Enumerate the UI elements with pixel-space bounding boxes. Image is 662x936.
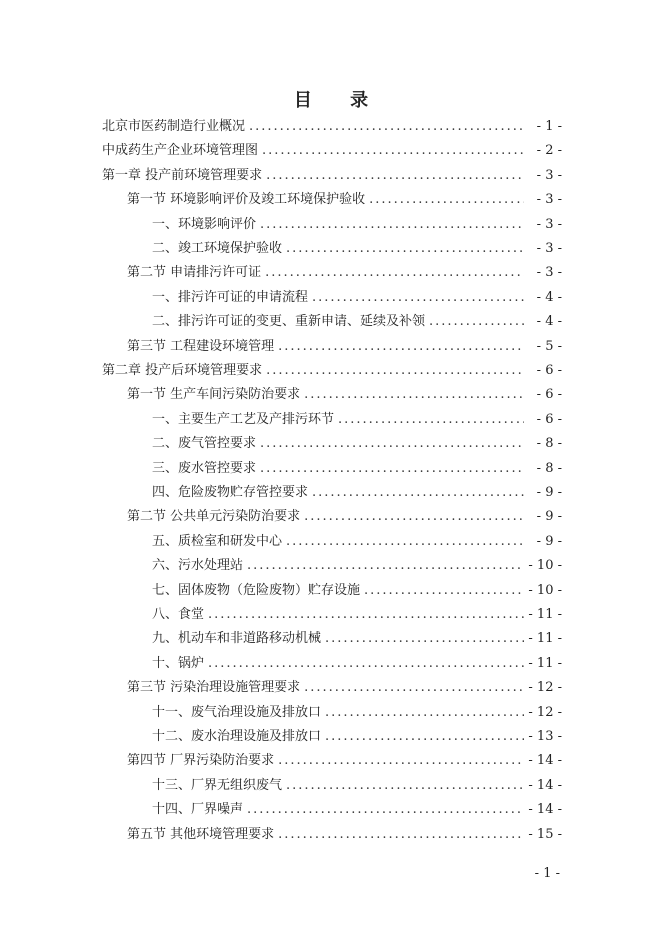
toc-entry[interactable] [102, 166, 562, 186]
dot-leader [260, 434, 524, 454]
dot-leader [429, 312, 524, 332]
toc-entry[interactable] [152, 239, 562, 259]
toc-entry-page: - 8 - [536, 436, 562, 451]
toc-entry-page: - 8 - [536, 461, 562, 476]
toc-entry[interactable] [152, 215, 562, 235]
dot-leader [338, 410, 524, 430]
dot-leader [266, 361, 524, 381]
dot-leader [266, 166, 524, 186]
toc-entry-label: 第三节 污染治理设施管理要求 [127, 680, 301, 695]
dot-leader [208, 605, 524, 625]
dot-leader [278, 751, 524, 771]
toc-entry-label: 第二节 公共单元污染防治要求 [127, 509, 301, 524]
toc-entry[interactable] [152, 605, 562, 625]
toc-entry[interactable] [127, 751, 562, 771]
toc-entry-label: 九、机动车和非道路移动机械 [152, 631, 322, 646]
dot-leader [304, 507, 524, 527]
toc-entry-label: 二、排污许可证的变更、重新申请、延续及补领 [152, 314, 426, 329]
toc-entry-label: 第一节 生产车间污染防治要求 [127, 387, 301, 402]
toc-entry-label: 一、主要生产工艺及产排污环节 [152, 412, 335, 427]
toc-entry[interactable] [152, 556, 562, 576]
dot-leader [278, 337, 524, 357]
toc-entry-label: 三、废水管控要求 [152, 461, 257, 476]
toc-entry[interactable] [152, 483, 562, 503]
toc-entry-label: 北京市医药制造行业概况 [102, 119, 246, 134]
toc-entry-page: - 3 - [536, 241, 562, 256]
toc-entry-page: - 9 - [536, 534, 562, 549]
toc-entry[interactable] [127, 678, 562, 698]
toc-entry-label: 第五节 其他环境管理要求 [127, 827, 275, 842]
dot-leader [278, 825, 524, 845]
dot-leader [286, 239, 524, 259]
toc-entry[interactable] [102, 117, 562, 137]
toc-entry[interactable] [152, 312, 562, 332]
toc-entry-label: 十、锅炉 [152, 656, 205, 671]
dot-leader [208, 654, 524, 674]
toc-entry-page: - 2 - [536, 143, 562, 158]
toc-entry-label: 十二、废水治理设施及排放口 [152, 729, 322, 744]
toc-entry[interactable] [127, 263, 562, 283]
toc-entry-page: - 12 - [528, 680, 562, 695]
toc-entry-page: - 4 - [536, 290, 562, 305]
dot-leader [325, 727, 524, 747]
toc-entry-page: - 11 - [528, 631, 562, 646]
toc-entry-page: - 9 - [536, 485, 562, 500]
toc-entry-page: - 5 - [536, 339, 562, 354]
toc-title: 目 录 [293, 90, 385, 111]
dot-leader [325, 629, 524, 649]
toc-entry[interactable] [152, 288, 562, 308]
dot-leader [249, 117, 524, 137]
toc-entry[interactable] [127, 507, 562, 527]
page-number: - 1 - [534, 866, 560, 881]
toc-entry-label: 第一章 投产前环境管理要求 [102, 168, 263, 183]
toc-entry-label: 一、排污许可证的申请流程 [152, 290, 309, 305]
toc-entry[interactable] [152, 654, 562, 674]
dot-leader [325, 703, 524, 723]
toc-entry-page: - 12 - [528, 705, 562, 720]
toc-entry-label: 第二章 投产后环境管理要求 [102, 363, 263, 378]
toc-entry[interactable] [127, 190, 562, 210]
toc-entry[interactable] [102, 141, 562, 161]
toc-entry-page: - 10 - [528, 558, 562, 573]
toc-entry-label: 中成药生产企业环境管理图 [102, 143, 259, 158]
dot-leader [286, 776, 524, 796]
toc-entry[interactable] [152, 434, 562, 454]
toc-entry-page: - 14 - [528, 778, 562, 793]
toc-entry[interactable] [127, 385, 562, 405]
toc-entry-label: 二、废气管控要求 [152, 436, 257, 451]
dot-leader [262, 141, 524, 161]
toc-entry-page: - 10 - [528, 583, 562, 598]
toc-entry-page: - 14 - [528, 753, 562, 768]
toc-entry[interactable] [152, 532, 562, 552]
toc-entry-label: 七、固体废物（危险废物）贮存设施 [152, 583, 361, 598]
dot-leader [247, 556, 524, 576]
toc-entry-page: - 9 - [536, 509, 562, 524]
toc-entry-page: - 11 - [528, 656, 562, 671]
toc-entry-label: 第四节 厂界污染防治要求 [127, 753, 275, 768]
toc-entry-page: - 6 - [536, 387, 562, 402]
toc-entry-page: - 14 - [528, 802, 562, 817]
toc-entry-label: 二、竣工环境保护验收 [152, 241, 283, 256]
toc-entry[interactable] [127, 825, 562, 845]
toc-entry[interactable] [102, 361, 562, 381]
toc-entry-label: 十四、厂界噪声 [152, 802, 244, 817]
toc-entry-page: - 13 - [528, 729, 562, 744]
toc-entry-page: - 6 - [536, 412, 562, 427]
toc-entry-label: 六、污水处理站 [152, 558, 244, 573]
toc-entry-page: - 3 - [536, 192, 562, 207]
dot-leader [304, 385, 524, 405]
dot-leader [312, 483, 524, 503]
toc-entry-page: - 6 - [536, 363, 562, 378]
toc-entry-page: - 11 - [528, 607, 562, 622]
toc-entry-label: 五、质检室和研发中心 [152, 534, 283, 549]
toc-entry[interactable] [152, 629, 562, 649]
toc-entry-label: 十三、厂界无组织废气 [152, 778, 283, 793]
toc-entry-page: - 1 - [536, 119, 562, 134]
dot-leader [265, 263, 524, 283]
dot-leader [364, 581, 524, 601]
toc-entry[interactable] [152, 703, 562, 723]
toc-entry-label: 四、危险废物贮存管控要求 [152, 485, 309, 500]
dot-leader [260, 215, 524, 235]
toc-entry-label: 一、环境影响评价 [152, 217, 257, 232]
dot-leader [286, 532, 524, 552]
dot-leader [369, 190, 524, 210]
toc-entry[interactable] [152, 776, 562, 796]
toc-entry-page: - 15 - [528, 827, 562, 842]
dot-leader [260, 459, 524, 479]
toc-entry[interactable] [152, 800, 562, 820]
dot-leader [247, 800, 524, 820]
toc-entry[interactable] [152, 581, 562, 601]
toc-entry[interactable] [152, 410, 562, 430]
toc-entry[interactable] [152, 727, 562, 747]
toc-entry-page: - 3 - [536, 265, 562, 280]
toc-entry-label: 八、食堂 [152, 607, 205, 622]
dot-leader [304, 678, 524, 698]
toc-entry-page: - 4 - [536, 314, 562, 329]
toc-entry[interactable] [127, 337, 562, 357]
toc-entry-page: - 3 - [536, 168, 562, 183]
toc-entry-label: 第一节 环境影响评价及竣工环境保护验收 [127, 192, 366, 207]
dot-leader [312, 288, 524, 308]
toc-entry-label: 十一、废气治理设施及排放口 [152, 705, 322, 720]
toc-entry-page: - 3 - [536, 217, 562, 232]
toc-entry-label: 第三节 工程建设环境管理 [127, 339, 275, 354]
toc-entry[interactable] [152, 459, 562, 479]
toc-entry-label: 第二节 申请排污许可证 [127, 265, 262, 280]
